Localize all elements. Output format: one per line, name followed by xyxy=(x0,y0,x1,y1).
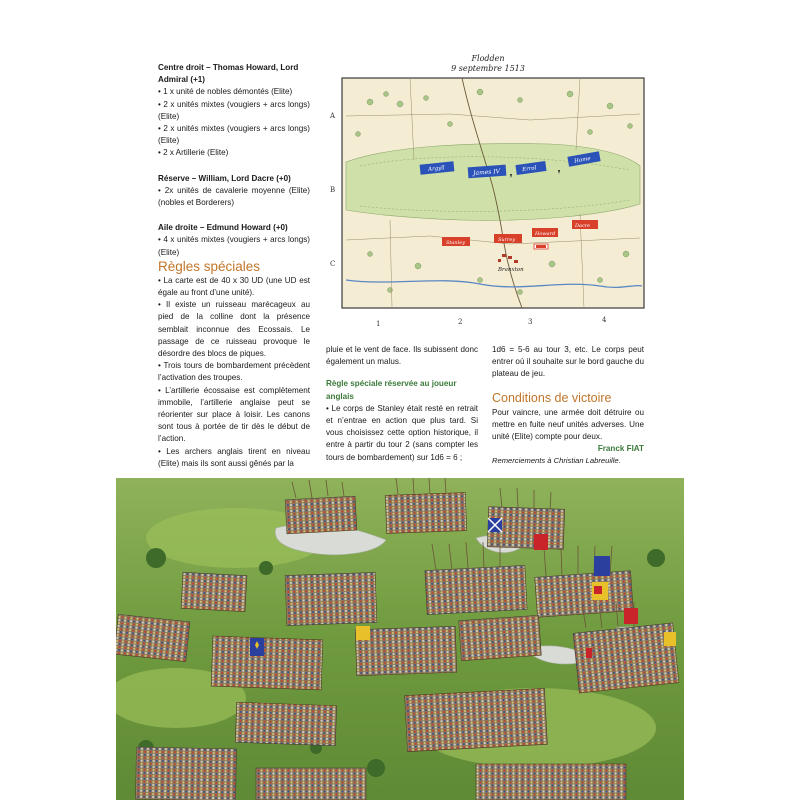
row-label: C xyxy=(330,260,336,268)
rule-item: • Il existe un ruisseau marécageux au pied de la colline dont la présence semblait inconnue des Ecossais. Le passage de ce ruisseau provoque le désordre des blocs de piques. xyxy=(158,300,310,359)
list-item: • 2x unités de cavalerie moyenne (Elite) (nobles et Borderers) xyxy=(158,185,310,208)
spacer xyxy=(158,160,310,173)
rule-item: • Trois tours de bombardement précèdent l’activation des troupes. xyxy=(158,361,310,383)
place-label: Branxton xyxy=(498,267,524,273)
unit-label: Dacre xyxy=(575,223,591,229)
unit-label: Stanley xyxy=(446,240,466,246)
author-signature: Franck FIAT xyxy=(597,444,644,454)
text-column-2 xyxy=(326,344,478,464)
red-banner xyxy=(534,534,548,550)
rule-item: • L’artillerie écossaise est complètement immobile, l’artillerie anglaise peut se réorienter sur place à loisir. Les canons sont tous à portée de tir dès le début de l’action. xyxy=(158,385,310,444)
rule-item: • La carte est de 40 x 30 UD (une UD est égale au front d’une unité). xyxy=(158,275,310,298)
map-title-date: 9 septembre 1513 xyxy=(451,64,525,73)
col-label: 2 xyxy=(458,318,463,326)
unit-label: Errol xyxy=(521,165,537,174)
list-item: • 4 x unités mixtes (vougiers + arcs longs) (Elite) xyxy=(158,235,310,257)
victory-text: Pour vaincre, une armée doit détruire ou mettre en fuite neuf unités adverses. Une unité (Elite) compte pour deux. xyxy=(492,407,644,442)
blue-banner xyxy=(594,556,610,576)
unit-label: Home xyxy=(573,155,592,165)
stanley-rule-text: • Le corps de Stanley était resté en retrait et n’entrae en action que plus tard. Si vous choisissez cette option historique, il entre à partir du tour 2 (sans compter les tours de bombardement) sur 1d6 = 6 ; xyxy=(326,403,478,462)
stanley-heading: Règle spéciale réservée au joueur anglais xyxy=(326,379,457,401)
centre-droit-title: Centre droit – Thomas Howard, Lord Admiral (+1) xyxy=(158,63,299,85)
unit-label: Howard xyxy=(535,231,556,237)
victory-heading: Conditions de victoire xyxy=(492,390,612,405)
unit-label: James IV xyxy=(472,168,501,177)
row-label: B xyxy=(330,186,336,194)
unit-label: Surrey xyxy=(498,237,516,243)
regles-heading: Règles spéciales xyxy=(158,258,261,274)
reserve-title: Réserve – William, Lord Dacre (+0) xyxy=(158,173,291,183)
list-item: • 2 x unités mixtes (vougiers + arcs longs) (Elite) xyxy=(158,99,310,121)
acknowledgement: Remerciements à Christian Labreuille. xyxy=(492,456,621,466)
map-drawing xyxy=(330,54,646,332)
yellow-banner xyxy=(356,626,370,640)
orbat-column xyxy=(158,62,310,470)
text-column-3 xyxy=(492,344,644,468)
aile-droite-title: Aile droite – Edmund Howard (+0) xyxy=(158,223,288,233)
col-label: 1 xyxy=(376,320,381,328)
unit-label: Argyll xyxy=(427,165,446,173)
battle-map xyxy=(330,54,646,332)
list-item: • 2 x unités mixtes (vougiers + arcs longs) (Elite) xyxy=(158,124,310,146)
continued-text: 1d6 = 5-6 au tour 3, etc. Le corps peut entrer où il souhaite sur le bord gauche du plateau de jeu. xyxy=(492,345,644,379)
red-banner xyxy=(624,608,638,624)
miniatures-photo xyxy=(116,478,684,800)
map-title-name: Flodden xyxy=(471,54,505,63)
spacer xyxy=(158,209,310,222)
col-label: 3 xyxy=(528,318,533,326)
rule-item: • Les archers anglais tirent en niveau (Elite) mais ils sont aussi gênés par la xyxy=(158,446,310,468)
col-label: 4 xyxy=(602,316,607,324)
yellow-banner xyxy=(664,632,676,646)
row-label: A xyxy=(330,112,336,120)
continued-text: pluie et le vent de face. Ils subissent donc également un malus. xyxy=(326,345,478,367)
list-item: • 2 x Artillerie (Elite) xyxy=(158,148,229,158)
list-item: • 1 x unité de nobles démontés (Elite) xyxy=(158,87,293,97)
